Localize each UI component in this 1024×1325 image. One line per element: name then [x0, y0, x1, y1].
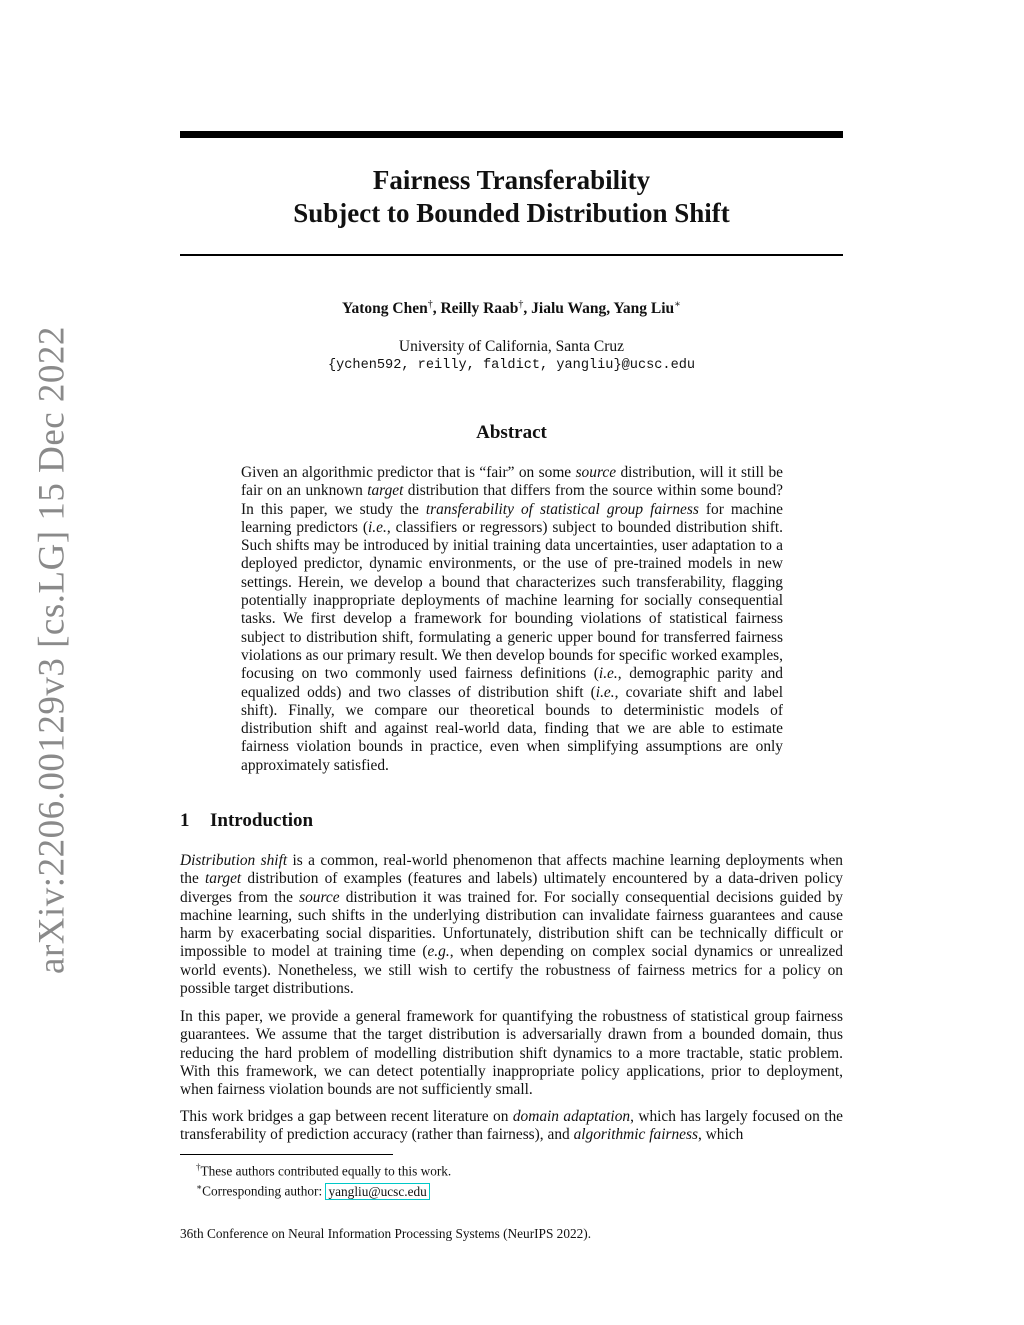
paragraph-emphasis: domain adaptation [512, 1108, 631, 1125]
abstract-emphasis: i.e. [368, 518, 387, 536]
paragraph-emphasis: e.g. [427, 943, 450, 961]
title-top-rule [180, 131, 843, 138]
paragraph-text: distribution of examples (features and labels) ultimately encountered by a data-driven policy diverges from the [180, 870, 843, 906]
abstract-body [241, 464, 783, 775]
intro-paragraph-1 [180, 852, 843, 998]
footnote-text: Corresponding author: [202, 1183, 326, 1199]
email-link[interactable]: yangliu@ucsc.edu [325, 1183, 429, 1200]
footnote-rule [180, 1154, 393, 1155]
title-line-2: Subject to Bounded Distribution Shift [293, 198, 730, 228]
abstract-text: , demographic parity and equalized odds) and two classes of distribution shift ( [241, 665, 784, 701]
abstract-emphasis: i.e. [598, 665, 618, 683]
abstract-text: , covariate shift and label shift). Finally, we compare our theoretical bounds to deterministic models of distribution shift and against real-world data, finding that we are able to estimate fairness violation bounds in practice, even when simplifying assumptions are only approximately satisfied. [241, 683, 783, 774]
abstract-text: Given an algorithmic predictor that is “fair” on some [241, 464, 576, 481]
paragraph-emphasis: source [299, 888, 340, 906]
paragraph-emphasis: target [205, 870, 242, 888]
abstract-text: distribution, will it still be fair on an unknown [241, 464, 784, 500]
abstract-emphasis: source [575, 464, 617, 481]
abstract-emphasis: transferability of statistical group fairness [425, 500, 699, 518]
section-title: Introduction [210, 810, 314, 831]
paragraph-text: This work bridges a gap between recent literature on [180, 1108, 513, 1125]
author-1-mark: † [427, 299, 433, 310]
abstract-emphasis: i.e. [595, 683, 615, 701]
footnotes [196, 1159, 451, 1200]
footnote-corresponding-author [196, 1179, 451, 1199]
paragraph-emphasis: algorithmic fairness [573, 1126, 698, 1144]
abstract-heading: Abstract [476, 422, 547, 443]
abstract-emphasis: target [367, 482, 404, 500]
author-list [180, 299, 843, 318]
section-heading-introduction [180, 810, 313, 832]
footnote-mark: ∗ [196, 1182, 203, 1193]
paragraph-text: , which has largely focused on the transferability of prediction accuracy (rather than fairness), and [180, 1108, 844, 1144]
paragraph-emphasis: Distribution shift [180, 852, 288, 869]
affiliation: University of California, Santa Cruz [398, 338, 625, 355]
footnote-equal-contribution [196, 1159, 451, 1179]
footnote-text: These authors contributed equally to this work. [200, 1163, 452, 1179]
venue-note: 36th Conference on Neural Information Processing Systems (NeurIPS 2022). [180, 1226, 592, 1241]
title-line-1: Fairness Transferability [372, 165, 651, 195]
author-2-mark: † [518, 299, 524, 310]
author-2: , Reilly Raab [432, 300, 519, 318]
intro-paragraph-3 [180, 1108, 843, 1145]
author-3: , Jialu Wang, Yang Liu [523, 300, 675, 318]
title-bottom-rule [180, 254, 843, 256]
arxiv-identifier: arXiv:2206.00129v3 [cs.LG] 15 Dec 2022 [31, 326, 73, 974]
footnote-mark: † [196, 1162, 201, 1172]
paragraph-text: , which [697, 1126, 744, 1144]
abstract-text: distribution that differs from the source within some bound? In this paper, we study the [241, 482, 783, 518]
paper-title [180, 164, 843, 230]
section-number: 1 [180, 810, 190, 831]
author-emails: {ychen592, reilly, faldict, yangliu}@ucsc.edu [327, 358, 696, 373]
intro-paragraph-2: In this paper, we provide a general framework for quantifying the robustness of statistical group fairness guarantees. We assume that the target distribution is adversarially drawn from a bounded domain, thus reducing the hard problem of modelling distribution shift dynamics to a more tractable, static problem. With this framework, we can detect potentially inappropriate policy applications, prior to deployment, when fairness violation bounds are not sufficiently small. [180, 1008, 843, 1099]
abstract-text: , classifiers or regressors) subject to bounded distribution shift. Such shifts may be introduced by initial training data uncertainties, user adaptation to a deployed predictor, dynamic environments, or the use of pre-trained models in new settings. Herein, we develop a bound that characterizes such transferability, flagging potentially inappropriate deployments of machine learning for socially consequential tasks. We first develop a framework for bounding violations of statistical fairness subject to distribution shift, formulating a generic upper bound for transferred fairness violations as our primary result. We then develop bounds for specific worked examples, focusing on two commonly used fairness definitions ( [241, 518, 783, 683]
paragraph-text: , when depending on complex social dynamics or unrealized world events). Nonetheless, we still wish to certify the robustness of fairness metrics for a policy on possible target distributions. [180, 943, 843, 998]
author-3-mark: ∗ [674, 299, 681, 310]
author-1: Yatong Chen [342, 300, 428, 318]
abstract-text: for machine learning predictors ( [241, 500, 784, 536]
paragraph-text: distribution it was trained for. For socially consequential decisions guided by machine learning, such shifts in the underlying distribution can invalidate fairness guarantees and cause harm by exacerbating social disparities. Unfortunately, distribution shift can be technically difficult or impossible to model at training time ( [180, 888, 843, 961]
paragraph-text: is a common, real-world phenomenon that affects machine learning deployments when the [180, 852, 843, 888]
